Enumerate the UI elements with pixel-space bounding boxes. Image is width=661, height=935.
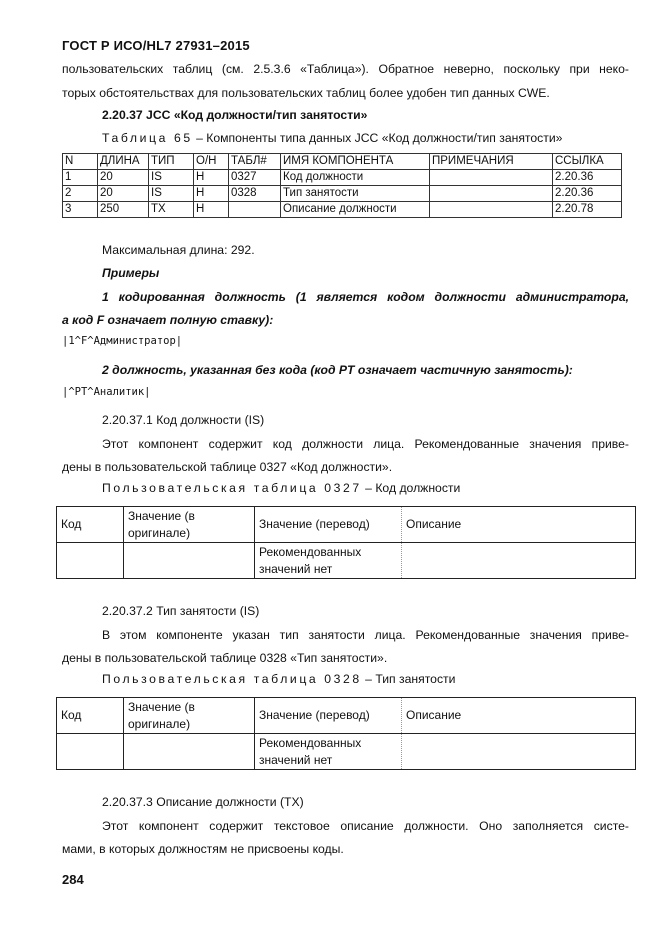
table-cell: 2.20.78 [553,202,622,218]
table-cell: 2.20.36 [553,186,622,202]
table-cell [57,543,124,579]
example-1-line-1: 1 кодированная должность (1 является кодом должности администратора, [102,290,629,304]
table-cell: TX [149,202,194,218]
section-1-text-line-2: дены в пользовательской таблице 0327 «Код должности». [62,460,393,474]
header-description: Описание [402,507,636,543]
column-header: ДЛИНА [98,154,149,170]
user-table-0328-caption-label: Пользовательская таблица 0328 [102,672,362,686]
table-65-caption [102,131,562,145]
column-header: ИМЯ КОМПОНЕНТА [281,154,430,170]
table-cell: H [194,186,229,202]
table-cell: 1 [63,170,98,186]
example-2-code: |^PT^Аналитик| [62,386,151,398]
table-cell: 20 [98,170,149,186]
table-cell: 0327 [229,170,281,186]
table-cell [124,734,255,770]
no-values-cell: Рекомендованных значений нет [255,543,402,579]
table-cell: IS [149,170,194,186]
components-table [62,153,622,218]
section-2-text-line-1: В этом компоненте указан тип занятости лица. Рекомендованные значения приве- [102,628,629,642]
user-table-0327 [56,506,636,579]
user-table-header-row [57,507,635,543]
section-heading-job-description: 2.20.37.3 Описание должности (TX) [102,795,304,809]
table-row [63,170,622,186]
header-code: Код [57,507,124,543]
table-cell: Код должности [281,170,430,186]
section-heading-employment-type: 2.20.37.2 Тип занятости (IS) [102,604,260,618]
table-cell: 250 [98,202,149,218]
user-table-0327-caption-text: – Код должности [365,481,461,495]
section-3-text-line-1: Этот компонент содержит текстовое описание должности. Оно заполняется систе- [102,819,629,833]
table-cell: Тип занятости [281,186,430,202]
header-value-original: Значение (в оригинале) [124,698,255,734]
table-cell: IS [149,186,194,202]
table-cell: 2 [63,186,98,202]
page-number: 284 [62,872,84,887]
example-2-line: 2 должность, указанная без кода (код PT означает частичную занятость): [102,363,573,377]
user-table-0328-caption [102,672,455,686]
table-cell: H [194,202,229,218]
header-value-original: Значение (в оригинале) [124,507,255,543]
example-1-line-2: а код F означает полную ставку): [62,313,274,327]
table-cell [402,543,636,579]
column-header: ССЫЛКА [553,154,622,170]
section-1-text-line-1: Этот компонент содержит код должности лица. Рекомендованные значения приве- [102,437,629,451]
header-value-translation: Значение (перевод) [255,698,402,734]
header-value-translation: Значение (перевод) [255,507,402,543]
user-table-0328-caption-text: – Тип занятости [365,672,456,686]
user-table-row [57,734,635,770]
table-cell [430,170,553,186]
document-header: ГОСТ Р ИСО/HL7 27931–2015 [62,38,250,53]
section-heading-jcc: 2.20.37 JCC «Код должности/тип занятости» [102,108,368,122]
intro-line-2: торых обстоятельствах для пользовательских таблиц более удобен тип данных CWE. [62,86,550,100]
column-header: ПРИМЕЧАНИЯ [430,154,553,170]
table-cell: H [194,170,229,186]
table-cell [57,734,124,770]
intro-line-1: пользовательских таблиц (см. 2.5.3.6 «Таблица»). Обратное неверно, поскольку при неко- [62,62,629,76]
max-length-text: Максимальная длина: 292. [102,243,255,257]
table-65-caption-label: Таблица 65 [102,131,193,145]
table-cell [430,202,553,218]
table-cell: 0328 [229,186,281,202]
user-table-0327-caption [102,481,460,495]
table-cell [402,734,636,770]
section-3-text-line-2: мами, в которых должностям не присвоены коды. [62,842,344,856]
column-header: N [63,154,98,170]
table-cell [229,202,281,218]
user-table-0328 [56,697,636,770]
table-cell: 20 [98,186,149,202]
example-1-code: |1^F^Администратор| [62,335,183,347]
table-header-row [63,154,622,170]
no-values-cell: Рекомендованных значений нет [255,734,402,770]
column-header: ТАБЛ# [229,154,281,170]
table-row [63,202,622,218]
header-description: Описание [402,698,636,734]
section-2-text-line-2: дены в пользовательской таблице 0328 «Тип занятости». [62,651,388,665]
table-cell: 3 [63,202,98,218]
column-header: О/Н [194,154,229,170]
column-header: ТИП [149,154,194,170]
section-heading-job-code: 2.20.37.1 Код должности (IS) [102,413,265,427]
table-cell [430,186,553,202]
user-table-0327-caption-label: Пользовательская таблица 0327 [102,481,362,495]
table-row [63,186,622,202]
table-cell: Описание должности [281,202,430,218]
header-code: Код [57,698,124,734]
table-cell: 2.20.36 [553,170,622,186]
user-table-row [57,543,635,579]
table-cell [124,543,255,579]
examples-title: Примеры [102,266,160,280]
user-table-header-row [57,698,635,734]
table-65-caption-text: – Компоненты типа данных JCC «Код должности/тип занятости» [196,131,563,145]
